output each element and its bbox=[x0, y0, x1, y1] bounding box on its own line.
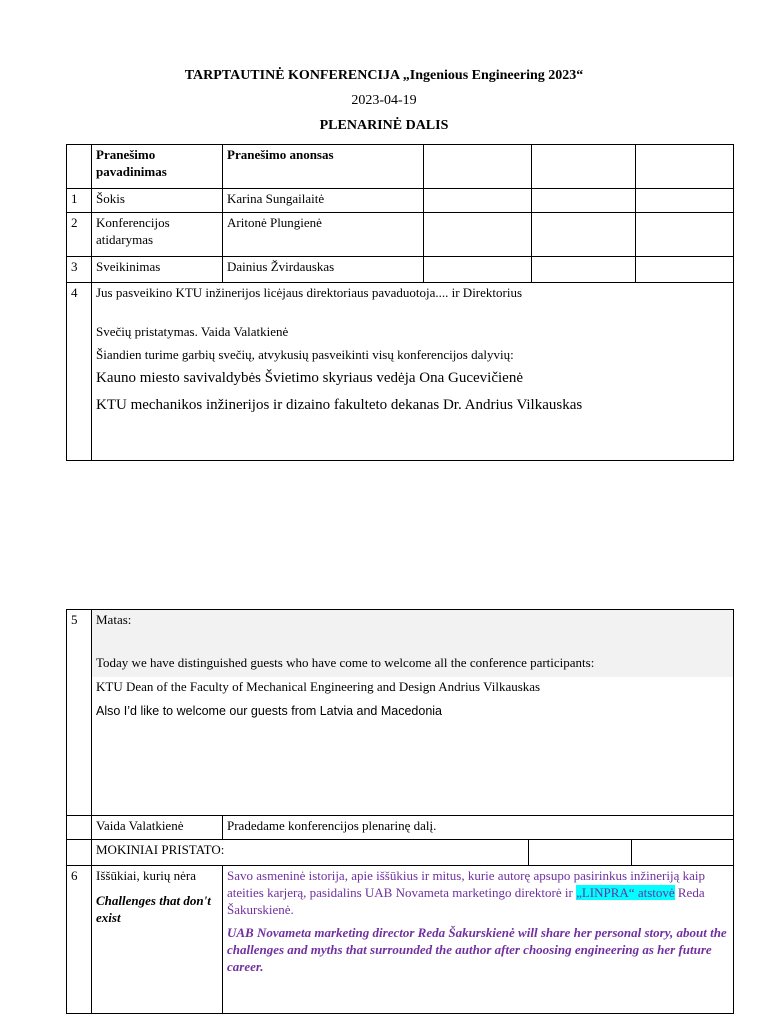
speaker-line: Matas: bbox=[96, 612, 132, 627]
presentation-desc-cell bbox=[223, 866, 734, 1014]
row-text: MOKINIAI PRISTATO: bbox=[92, 840, 529, 866]
header-cell-announcement: Pranešimo anonsas bbox=[223, 145, 424, 189]
presentation-title-cell bbox=[92, 866, 223, 1014]
guest-line: Kauno miesto savivaldybės Švietimo skyriaus vedėja Ona Gucevičienė bbox=[96, 370, 523, 386]
presentation-description-en: UAB Novameta marketing director Reda Šakurskienė will share her personal story, about the challenges and myths that surrounded the author after choosing engineering as her future career. bbox=[227, 925, 727, 974]
program-table-2 bbox=[66, 609, 734, 1014]
header-cell-num bbox=[67, 145, 92, 189]
section-title: PLENARINĖ DALIS bbox=[319, 118, 449, 133]
document-date: 2023-04-19 bbox=[351, 93, 417, 108]
empty-cell bbox=[632, 840, 734, 866]
row-title: Šokis bbox=[92, 189, 223, 213]
row-person: Aritonė Plungienė bbox=[223, 213, 424, 257]
guest-en-line: KTU Dean of the Faculty of Mechanical Engineering and Design Andrius Vilkauskas bbox=[96, 679, 541, 694]
empty-cell bbox=[532, 213, 636, 257]
empty-cell bbox=[636, 213, 734, 257]
row-person: Vaida Valatkienė bbox=[92, 816, 223, 840]
empty-cell bbox=[424, 189, 532, 213]
table-row bbox=[67, 213, 734, 257]
presentation-title-en: Challenges that don't exist bbox=[96, 893, 211, 925]
row-number: 1 bbox=[67, 189, 92, 213]
table-row-presentation bbox=[67, 866, 734, 1014]
guests-en-cell bbox=[92, 610, 734, 816]
description-text: Savo asmeninė istorija, apie iššūkius ir mitus, kurie autorę apsupo pasirinkus inžineriją kaip ateities karjerą, pasidalins UAB Novameta marketingo direktorė ir bbox=[227, 868, 706, 900]
table-row bbox=[67, 816, 734, 840]
guests-intro-line: Svečių pristatymas. Vaida Valatkienė bbox=[96, 324, 289, 339]
empty-cell bbox=[529, 840, 632, 866]
program-table-1 bbox=[66, 144, 734, 461]
highlighted-text: „LINPRA“ atstovė bbox=[576, 885, 675, 900]
guests-en-welcome-line: Today we have distinguished guests who have come to welcome all the conference participants: bbox=[96, 655, 595, 670]
empty-cell bbox=[636, 189, 734, 213]
table-row bbox=[67, 257, 734, 283]
row-number: 3 bbox=[67, 257, 92, 283]
table-row-guests bbox=[67, 283, 734, 461]
presentation-title: Iššūkiai, kurių nėra bbox=[96, 868, 197, 883]
table-row bbox=[67, 189, 734, 213]
empty-cell bbox=[424, 257, 532, 283]
empty-cell bbox=[636, 257, 734, 283]
guests-welcome-line: Šiandien turime garbių svečių, atvykusių pasveikinti visų konferencijos dalyvių: bbox=[96, 347, 514, 362]
presentation-description bbox=[227, 867, 729, 918]
greeting-line: Jus pasveikino KTU inžinerijos licėjaus direktoriaus pavaduotoja.... ir Direktorius bbox=[96, 285, 523, 300]
empty-cell bbox=[532, 189, 636, 213]
row-number: 5 bbox=[67, 610, 92, 816]
row-number: 4 bbox=[67, 283, 92, 461]
description-text: Reda Šakurskienė. bbox=[227, 885, 705, 917]
header-cell-empty bbox=[532, 145, 636, 189]
document-title: TARPTAUTINĖ KONFERENCIJA „Ingenious Engineering 2023“ bbox=[184, 68, 584, 83]
guest-en-line: Also I’d like to welcome our guests from Latvia and Macedonia bbox=[96, 704, 443, 718]
empty-cell bbox=[67, 840, 92, 866]
empty-cell bbox=[67, 816, 92, 840]
guests-cell bbox=[92, 283, 734, 461]
row-person: Dainius Žvirdauskas bbox=[223, 257, 424, 283]
header-cell-empty bbox=[424, 145, 532, 189]
empty-cell bbox=[532, 257, 636, 283]
row-number: 2 bbox=[67, 213, 92, 257]
row-title: Konferencijos atidarymas bbox=[92, 213, 223, 257]
table-row-guests-en bbox=[67, 610, 734, 816]
row-title: Sveikinimas bbox=[92, 257, 223, 283]
row-person: Karina Sungailaitė bbox=[223, 189, 424, 213]
header-cell-title: Pranešimo pavadinimas bbox=[92, 145, 223, 189]
row-number: 6 bbox=[67, 866, 92, 1014]
header-cell-empty bbox=[636, 145, 734, 189]
table-row bbox=[67, 840, 734, 866]
table-header-row bbox=[67, 145, 734, 189]
guest-line: KTU mechanikos inžinerijos ir dizaino fakulteto dekanas Dr. Andrius Vilkauskas bbox=[96, 397, 583, 413]
row-text: Pradedame konferencijos plenarinę dalį. bbox=[223, 816, 734, 840]
empty-cell bbox=[424, 213, 532, 257]
